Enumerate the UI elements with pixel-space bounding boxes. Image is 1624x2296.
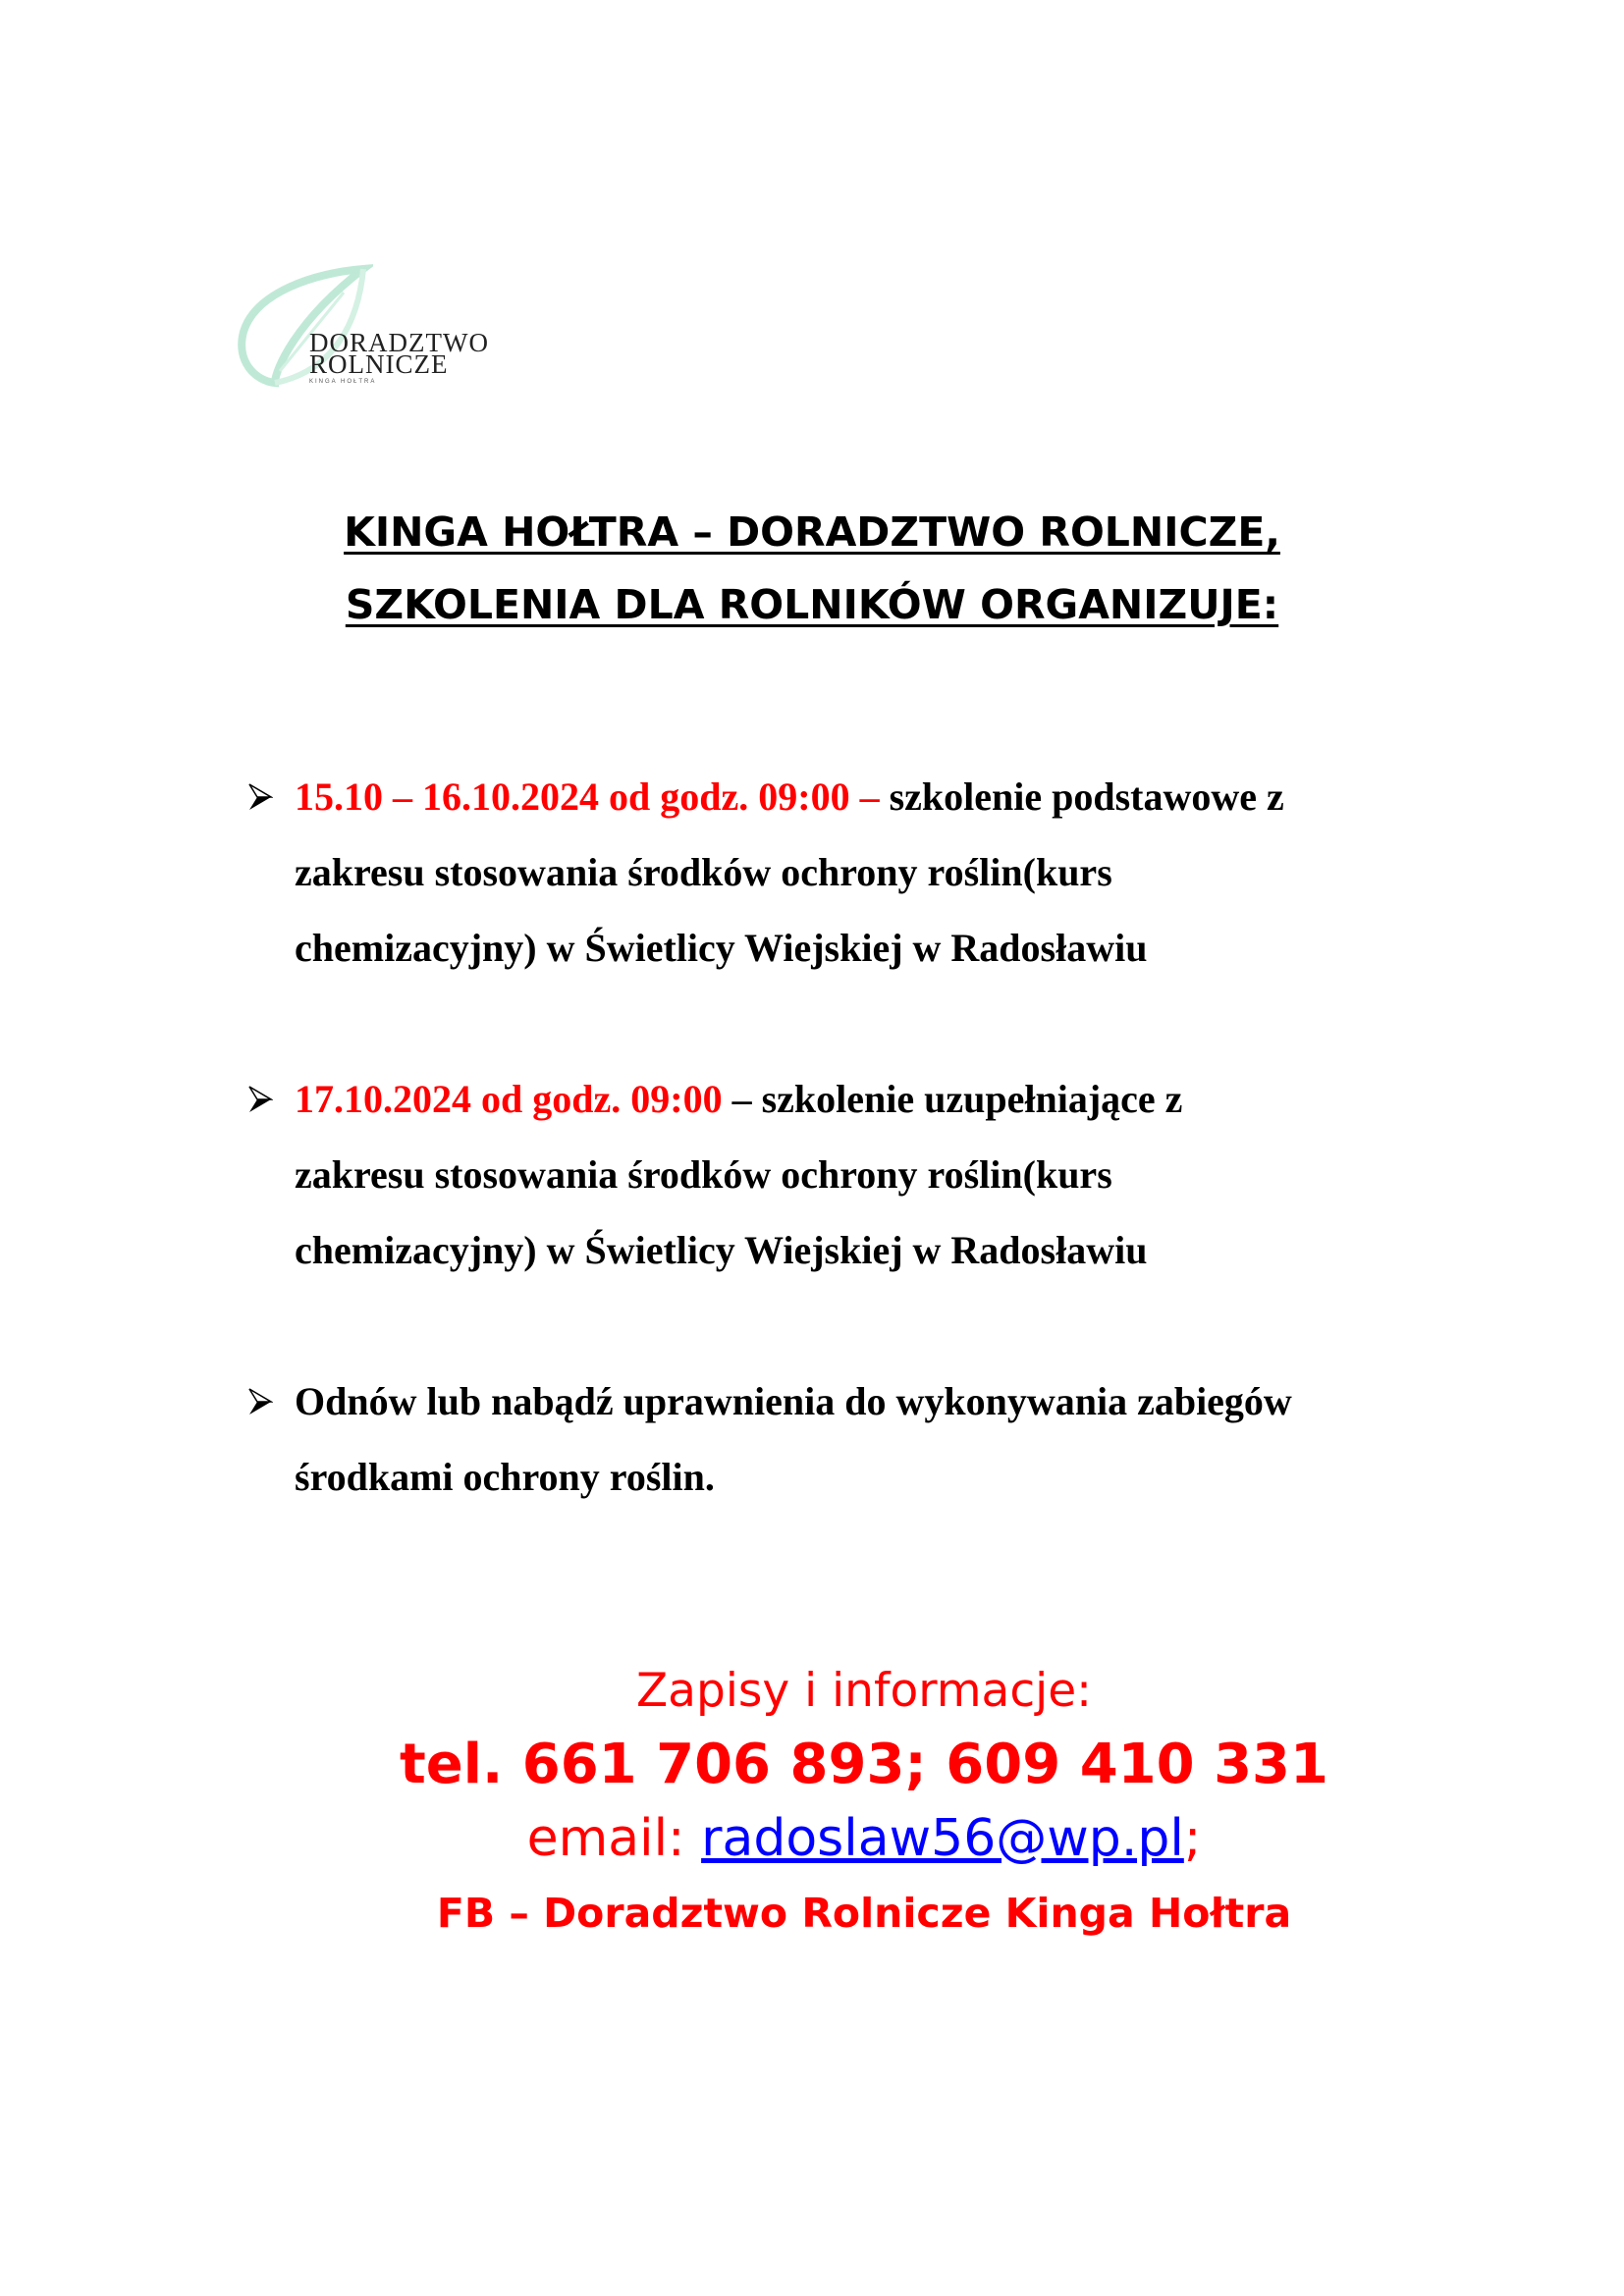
training-item-1-line-1: 15.10 – 16.10.2024 od godz. 09:00 – szkolenie podstawowe z [295,774,1284,819]
training-item-3-line-2: środkami ochrony roślin. [295,1455,715,1499]
arrow-bullet-icon [247,1387,273,1416]
logo-subtitle: KINGA HOŁTRA [309,379,377,385]
page-title-line-2: SZKOLENIA DLA ROLNIKÓW ORGANIZUJE: [345,581,1279,628]
contact-facebook: FB – Doradztwo Rolnicze Kinga Hołtra [436,1890,1292,1937]
contact-heading: Zapisy i informacje: [635,1664,1092,1718]
contact-email-line: email: radoslaw56@wp.pl; [526,1809,1202,1868]
logo-wordmark: DORADZTWO ROLNICZE [309,328,489,379]
email-link[interactable]: radoslaw56@wp.pl [701,1809,1184,1868]
training-item-2-line-1: 17.10.2024 od godz. 09:00 – szkolenie uzupełniające z [295,1077,1183,1121]
arrow-bullet-icon [247,1085,273,1114]
training-item-1-line-3: chemizacyjny) w Świetlicy Wiejskiej w Radosławiu [295,926,1148,970]
page-title-line-1: KINGA HOŁTRA – DORADZTWO ROLNICZE, [344,508,1280,556]
training-date: 15.10 – 16.10.2024 od godz. 09:00 – [295,774,880,819]
contact-phone: tel. 661 706 893; 609 410 331 [400,1733,1328,1796]
arrow-bullet-icon [247,782,273,812]
training-item-2-line-2: zakresu stosowania środków ochrony roślin(kurs [295,1152,1112,1197]
company-logo [236,263,520,391]
training-item-2-line-3: chemizacyjny) w Świetlicy Wiejskiej w Radosławiu [295,1228,1148,1272]
training-date: 17.10.2024 od godz. 09:00 [295,1077,723,1121]
training-item-3-line-1: Odnów lub nabądź uprawnienia do wykonywania zabiegów [295,1379,1292,1423]
training-item-1-line-2: zakresu stosowania środków ochrony roślin(kurs [295,850,1112,894]
